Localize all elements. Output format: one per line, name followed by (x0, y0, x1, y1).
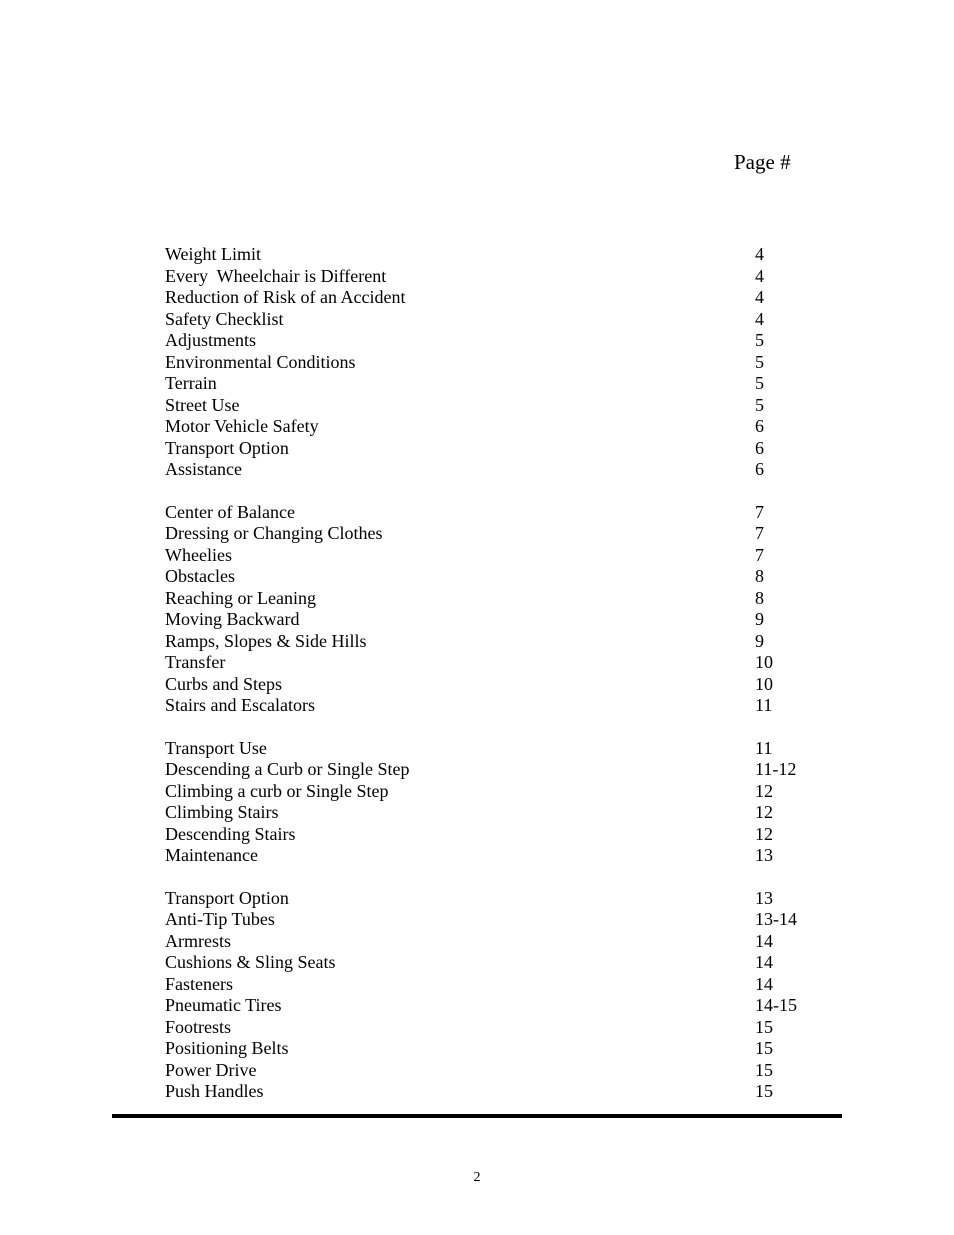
toc-entry-page: 15 (755, 1081, 773, 1101)
toc-entry (165, 609, 815, 631)
toc-entry-page: 8 (755, 587, 764, 608)
toc-entry (165, 759, 815, 781)
toc-entry-page: 11-12 (755, 759, 797, 779)
toc-entry-page: 11 (755, 695, 773, 715)
toc-entry (165, 266, 815, 288)
toc-entry (165, 352, 815, 374)
toc-entry (165, 373, 815, 395)
toc-entry-page: 14-15 (755, 995, 797, 1015)
toc-entry-title: Dressing or Changing Clothes (165, 523, 383, 543)
toc-entry-page: 4 (755, 265, 764, 286)
toc-entry (165, 674, 815, 696)
toc-entry (165, 695, 815, 717)
toc-entry-page: 9 (755, 630, 764, 651)
toc-entry-page: 11 (755, 737, 773, 758)
toc-entry-title: Wheelies (165, 544, 232, 565)
toc-entry-page: 6 (755, 437, 764, 458)
toc-entry-page: 13 (755, 845, 773, 865)
table-of-contents (165, 244, 815, 1124)
toc-entry (165, 395, 815, 417)
toc-entry-page: 7 (755, 544, 764, 565)
toc-entry-title: Reaching or Leaning (165, 587, 316, 608)
toc-entry-page: 14 (755, 930, 773, 951)
toc-entry (165, 416, 815, 438)
toc-entry-title: Pneumatic Tires (165, 995, 282, 1015)
toc-entry (165, 888, 815, 910)
toc-entry (165, 1081, 815, 1103)
toc-entry-title: Motor Vehicle Safety (165, 416, 319, 436)
toc-entry-page: 9 (755, 609, 764, 629)
toc-entry-title: Push Handles (165, 1081, 264, 1101)
toc-entry-title: Descending Stairs (165, 823, 296, 844)
toc-entry-page: 5 (755, 351, 764, 372)
toc-entry-title: Footrests (165, 1016, 232, 1037)
toc-entry-title: Stairs and Escalators (165, 695, 315, 715)
toc-entry-title: Fasteners (165, 973, 233, 994)
toc-entry-page: 10 (755, 673, 773, 694)
toc-entry-title: Transport Use (165, 737, 267, 758)
toc-entry-title: Safety Checklist (165, 308, 284, 329)
toc-entry (165, 459, 815, 481)
toc-entry-title: Cushions & Sling Seats (165, 952, 336, 972)
page-column-heading: Page # (734, 150, 791, 174)
toc-entry-title: Transfer (165, 652, 226, 672)
toc-entry-page: 6 (755, 459, 764, 479)
toc-entry-page: 8 (755, 566, 764, 586)
toc-entry (165, 781, 815, 803)
toc-entry-page: 13-14 (755, 909, 797, 929)
toc-group (165, 502, 815, 717)
toc-entry-page: 12 (755, 823, 773, 844)
toc-entry (165, 631, 815, 653)
toc-entry-title: Climbing Stairs (165, 802, 279, 822)
toc-entry (165, 974, 815, 996)
toc-entry (165, 909, 815, 931)
toc-entry-page: 4 (755, 287, 764, 307)
toc-entry-title: Descending a Curb or Single Step (165, 759, 410, 779)
toc-group (165, 244, 815, 481)
toc-entry-title: Assistance (165, 459, 242, 479)
toc-entry-page: 13 (755, 887, 773, 908)
toc-entry (165, 330, 815, 352)
toc-entry-title: Street Use (165, 394, 240, 415)
horizontal-rule (112, 1114, 842, 1118)
toc-entry-page: 12 (755, 780, 773, 801)
toc-entry-title: Anti-Tip Tubes (165, 909, 275, 929)
toc-entry-title: Environmental Conditions (165, 351, 356, 372)
toc-entry (165, 845, 815, 867)
toc-entry-title: Curbs and Steps (165, 673, 282, 694)
toc-entry-title: Adjustments (165, 330, 257, 350)
toc-entry (165, 931, 815, 953)
toc-entry-page: 12 (755, 802, 773, 822)
toc-entry-title: Maintenance (165, 845, 258, 865)
toc-entry-title: Power Drive (165, 1059, 257, 1080)
toc-entry-title: Moving Backward (165, 609, 300, 629)
toc-group (165, 888, 815, 1103)
toc-group (165, 738, 815, 867)
toc-entry-page: 5 (755, 330, 764, 350)
toc-entry (165, 523, 815, 545)
toc-entry-page: 4 (755, 308, 764, 329)
toc-entry-page: 15 (755, 1038, 773, 1058)
toc-entry-title: Transport Option (165, 887, 289, 908)
toc-entry-page: 10 (755, 652, 773, 672)
toc-entry-page: 15 (755, 1016, 773, 1037)
toc-entry (165, 802, 815, 824)
toc-entry (165, 824, 815, 846)
toc-entry-page: 5 (755, 394, 764, 415)
toc-entry-title: Obstacles (165, 566, 235, 586)
toc-entry-title: Reduction of Risk of an Accident (165, 287, 406, 307)
toc-entry-title: Ramps, Slopes & Side Hills (165, 630, 367, 651)
toc-entry (165, 738, 815, 760)
toc-entry-title: Climbing a curb or Single Step (165, 780, 389, 801)
toc-entry-page: 7 (755, 523, 764, 543)
toc-entry-page: 7 (755, 501, 764, 522)
toc-entry-title: Every Wheelchair is Different (165, 265, 387, 286)
toc-entry-page: 4 (755, 244, 764, 264)
toc-entry-page: 14 (755, 973, 773, 994)
toc-entry (165, 1038, 815, 1060)
toc-entry (165, 545, 815, 567)
toc-entry-title: Terrain (165, 373, 217, 393)
toc-entry (165, 652, 815, 674)
toc-entry-title: Transport Option (165, 437, 289, 458)
toc-entry (165, 1060, 815, 1082)
toc-entry (165, 995, 815, 1017)
toc-entry (165, 438, 815, 460)
toc-entry-page: 15 (755, 1059, 773, 1080)
toc-entry (165, 1017, 815, 1039)
toc-entry-page: 5 (755, 373, 764, 393)
toc-entry-title: Center of Balance (165, 501, 295, 522)
toc-entry (165, 309, 815, 331)
toc-entry (165, 244, 815, 266)
toc-entry (165, 952, 815, 974)
toc-entry (165, 566, 815, 588)
toc-entry (165, 287, 815, 309)
toc-entry-title: Positioning Belts (165, 1038, 289, 1058)
toc-entry-title: Weight Limit (165, 244, 262, 264)
toc-entry-page: 6 (755, 416, 764, 436)
toc-entry-page: 14 (755, 952, 773, 972)
toc-entry (165, 588, 815, 610)
toc-entry (165, 502, 815, 524)
toc-entry-title: Armrests (165, 930, 231, 951)
page-number: 2 (473, 1170, 481, 1185)
